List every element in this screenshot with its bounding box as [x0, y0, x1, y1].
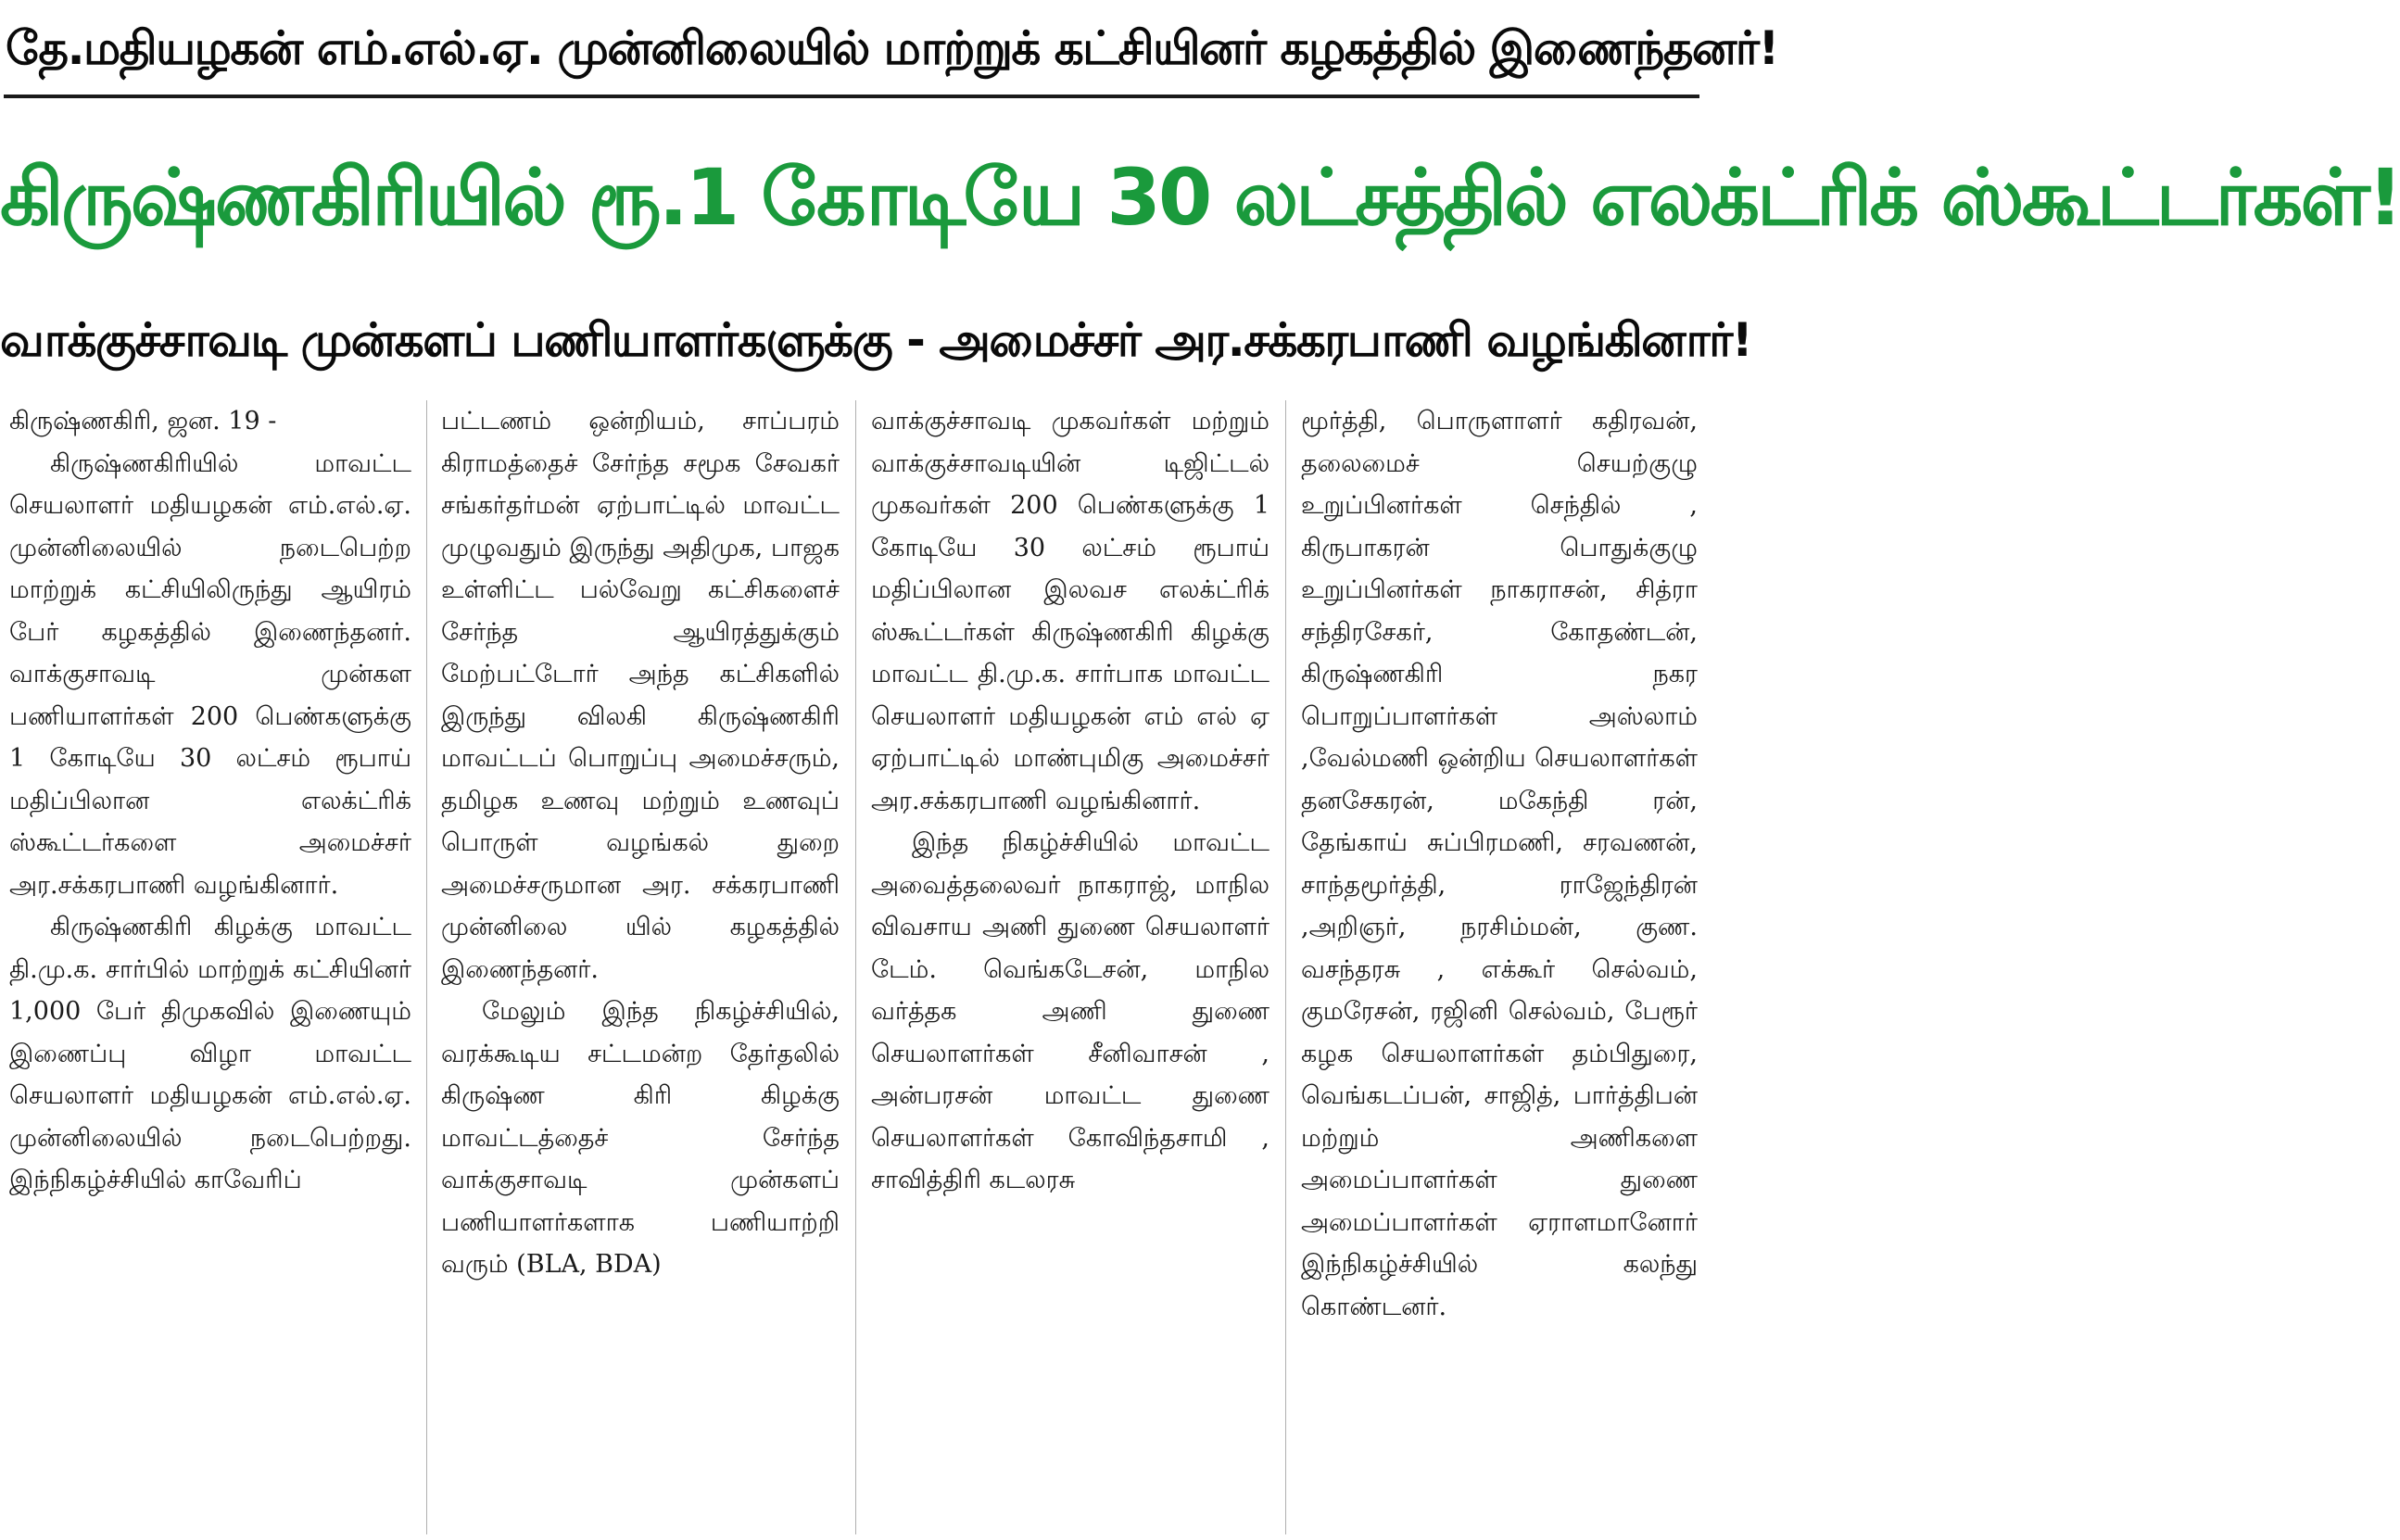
- sub-headline: வாக்குச்சாவடி முன்களப் பணியாளர்களுக்கு - அமைச்சர் அர.சக்கரபாணி வழங்கினார்!: [0, 313, 1752, 367]
- body-paragraph: பட்டணம் ஒன்றியம், சாப்பரம் கிராமத்தைச் சேர்ந்த சமூக சேவகர் சங்கர்தர்மன் ஏற்பாட்டில் மாவட்ட முழுவதும் இருந்து அதிமுக, பாஜக உள்ளிட்ட பல்வேறு கட்சிகளைச் சேர்ந்த ஆயிரத்துக்கும் மேற்பட்டோர் அந்த கட்சிகளில் இருந்து விலகி கிருஷ்ணகிரி மாவட்டப் பொறுப்பு அமைச்சரும், தமிழக உணவு மற்றும் உணவுப் பொருள் வழங்கல் துறை அமைச்சருமான அர. சக்கரபாணி முன்னிலை யில் கழகத்தில் இணைந்தனர்.: [441, 407, 840, 984]
- article-body: [0, 400, 1703, 1534]
- article-column-1: [9, 400, 411, 1534]
- kicker-divider: [4, 95, 1699, 98]
- article-column-2: [441, 400, 840, 1534]
- body-paragraph: கிருஷ்ணகிரியில் மாவட்ட செயலாளர் மதியழகன் எம்.எல்.ஏ. முன்னிலையில் நடைபெற்ற மாற்றுக் கட்சியிலிருந்து ஆயிரம் பேர் கழகத்தில் இணைந்தனர். வாக்குசாவடி முன்கள பணியாளர்கள் 200 பெண்களுக்கு 1 கோடியே 30 லட்சம் ரூபாய் மதிப்பிலான எலக்ட்ரிக் ஸ்கூட்டர்களை அமைச்சர் அர.சக்கரபாணி வழங்கினார்.: [9, 448, 411, 900]
- main-headline: கிருஷ்ணகிரியில் ரூ.1 கோடியே 30 லட்சத்தில் எலக்ட்ரிக் ஸ்கூட்டர்கள்!: [0, 152, 2400, 243]
- column-divider: [855, 400, 856, 1534]
- body-paragraph: இந்த நிகழ்ச்சியில் மாவட்ட அவைத்தலைவர் நாகராஜ், மாநில விவசாய அணி துணை செயலாளர் டேம். வெங்கடேசன், மாநில வர்த்தக அணி துணை செயலாளர்கள் சீனிவாசன் , அன்பரசன் மாவட்ட துணை செயலாளர்கள் கோவிந்தசாமி , சாவித்திரி கடலரசு: [871, 828, 1269, 1194]
- body-paragraph: மேலும் இந்த நிகழ்ச்சியில், வரக்கூடிய சட்டமன்ற தேர்தலில் கிருஷ்ண கிரி கிழக்கு மாவட்டத்தைச் சேர்ந்த வாக்குசாவடி முன்களப் பணியாளர்களாக பணியாற்றி வரும் (BLA, BDA): [441, 997, 840, 1279]
- body-paragraph: கிருஷ்ணகிரி கிழக்கு மாவட்ட தி.மு.க. சார்பில் மாற்றுக் கட்சியினர் 1,000 பேர் திமுகவில் இணையும் இணைப்பு விழா மாவட்ட செயலாளர் மதியழகன் எம்.எல்.ஏ. முன்னிலையில் நடைபெற்றது. இந்நிகழ்ச்சியில் காவேரிப்: [9, 913, 411, 1194]
- body-paragraph: வாக்குச்சாவடி முகவர்கள் மற்றும் வாக்குச்சாவடியின் டிஜிட்டல் முகவர்கள் 200 பெண்களுக்கு 1 கோடியே 30 லட்சம் ரூபாய் மதிப்பிலான இலவச எலக்ட்ரிக் ஸ்கூட்டர்கள் கிருஷ்ணகிரி கிழக்கு மாவட்ட தி.மு.க. சார்பாக மாவட்ட செயலாளர் மதியழகன் எம் எல் ஏ ஏற்பாட்டில் மாண்புமிகு அமைச்சர் அர.சக்கரபாணி வழங்கினார்.: [871, 407, 1269, 815]
- article-column-3: [871, 400, 1269, 1534]
- article-column-4: [1301, 400, 1698, 1534]
- column-divider: [426, 400, 427, 1534]
- column-divider: [1285, 400, 1286, 1534]
- body-paragraph: மூர்த்தி, பொருளாளர் கதிரவன், தலைமைச் செயற்குழு உறுப்பினர்கள் செந்தில் , கிருபாகரன் பொதுக்குழு உறுப்பினர்கள் நாகராசன், சித்ரா சந்திரசேகர், கோதண்டன், கிருஷ்ணகிரி நகர பொறுப்பாளர்கள் அஸ்லாம் ,வேல்மணி ஒன்றிய செயலாளர்கள் தனசேகரன், மகேந்தி ரன், தேங்காய் சுப்பிரமணி, சரவணன், சாந்தமூர்த்தி, ராஜேந்திரன் ,அறிஞர், நரசிம்மன், குண. வசந்தரசு , எக்கூர் செல்வம், குமரேசன், ரஜினி செல்வம், பேரூர் கழக செயலாளர்கள் தம்பிதுரை, வெங்கடப்பன், சாஜித், பார்த்திபன் மற்றும் அணிகளை அமைப்பாளர்கள் துணை அமைப்பாளர்கள் ஏராளமானோர் இந்நிகழ்ச்சியில் கலந்து கொண்டனர்.: [1301, 407, 1698, 1321]
- kicker-headline: தே.மதியழகன் எம்.எல்.ஏ. முன்னிலையில் மாற்றுக் கட்சியினர் கழகத்தில் இணைந்தனர்!: [6, 21, 1778, 75]
- dateline: கிருஷ்ணகிரி, ஜன. 19 -: [9, 407, 277, 435]
